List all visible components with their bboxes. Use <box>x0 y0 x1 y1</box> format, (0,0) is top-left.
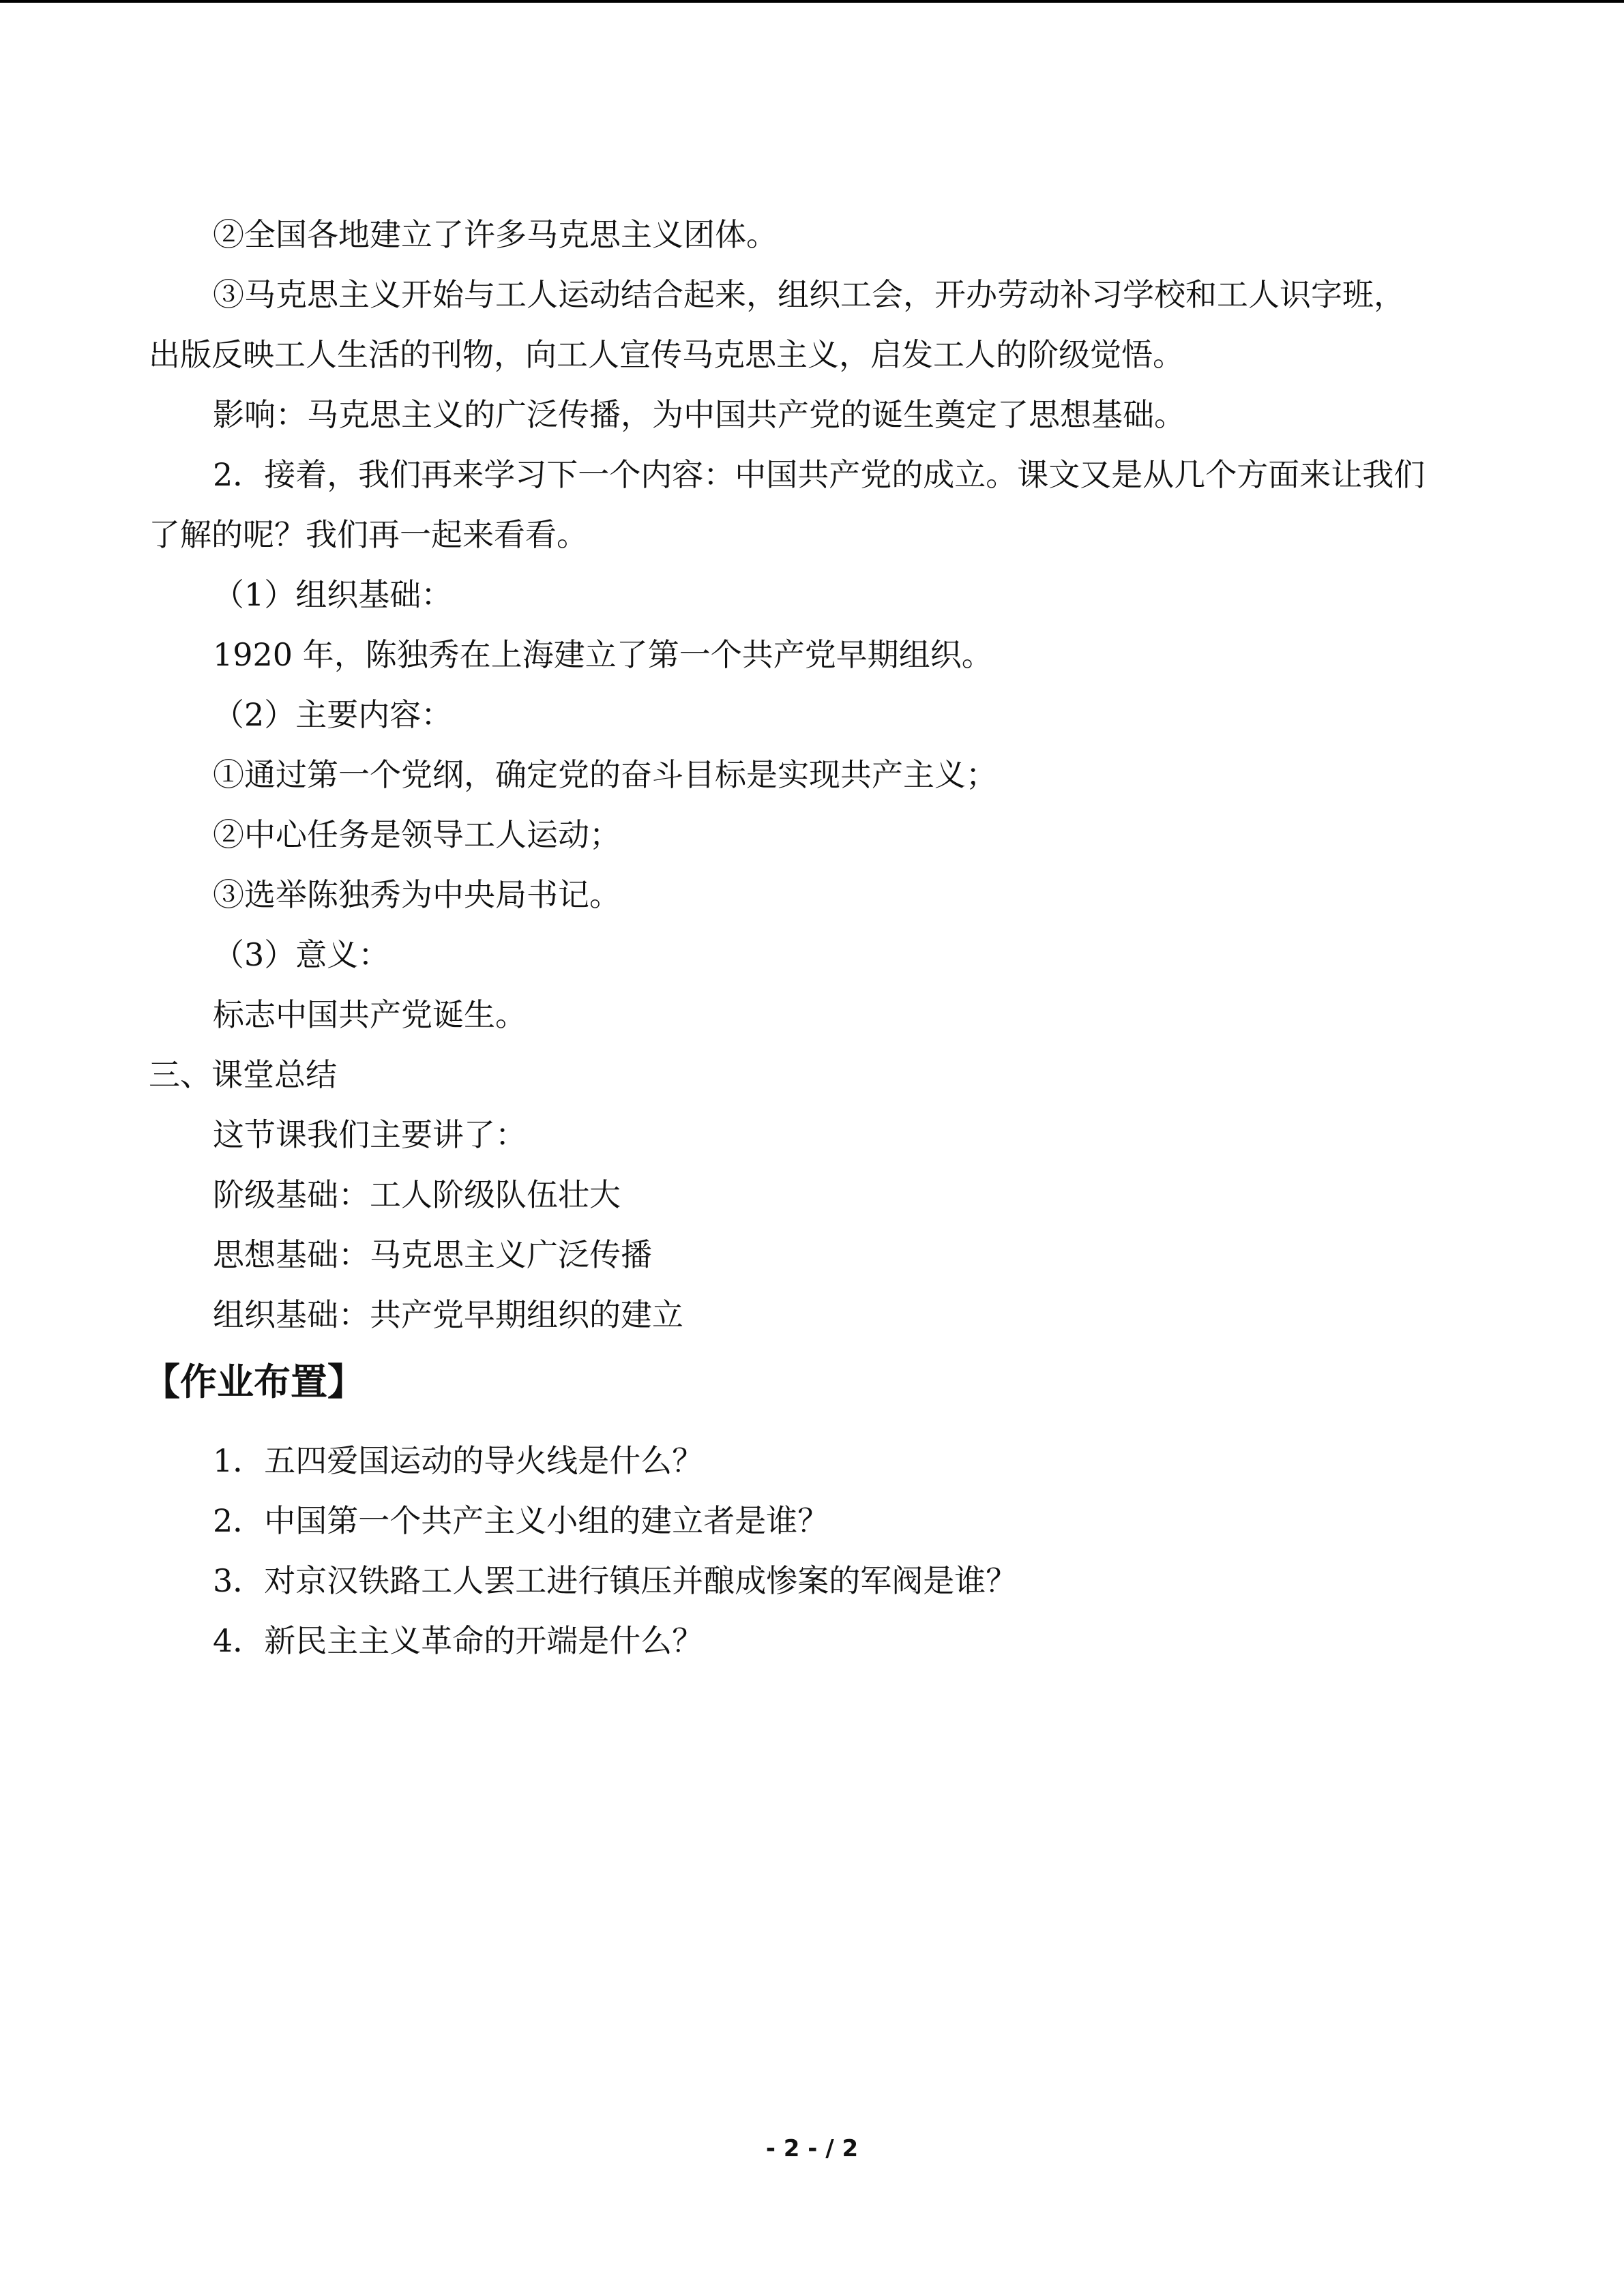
paragraph-party-founding-line2: 了解的呢？我们再一起来看看。 <box>149 516 588 553</box>
homework-question-2: 2．中国第一个共产主义小组的建立者是谁？ <box>213 1502 829 1539</box>
list-item-party-program: ①通过第一个党纲，确定党的奋斗目标是实现共产主义； <box>213 756 997 793</box>
paragraph-marxism-workers-line2: 出版反映工人生活的刊物，向工人宣传马克思主义，启发工人的阶级觉悟。 <box>149 336 1184 373</box>
section-heading-homework: 【作业布置】 <box>143 1360 364 1403</box>
paragraph-1920-shanghai: 1920 年，陈独秀在上海建立了第一个共产党早期组织。 <box>213 636 993 673</box>
paragraph-party-birth: 标志中国共产党诞生。 <box>213 996 527 1033</box>
paragraph-party-founding-line1: 2．接着，我们再来学习下一个内容：中国共产党的成立。课文又是从几个方面来让我们 <box>213 456 1426 493</box>
paragraph-influence: 影响：马克思主义的广泛传播，为中国共产党的诞生奠定了思想基础。 <box>213 396 1185 433</box>
list-item-election: ③选举陈独秀为中央局书记。 <box>213 876 621 913</box>
list-item-central-task: ②中心任务是领导工人运动； <box>213 816 621 853</box>
section-heading-summary: 三、课堂总结 <box>149 1056 337 1093</box>
paragraph-marxist-groups: ②全国各地建立了许多马克思主义团体。 <box>213 216 778 253</box>
homework-question-1: 1．五四爱国运动的导火线是什么？ <box>213 1442 704 1479</box>
homework-question-3: 3．对京汉铁路工人罢工进行镇压并酿成惨案的军阀是谁？ <box>213 1562 1018 1599</box>
homework-question-4: 4．新民主主义革命的开端是什么？ <box>213 1622 704 1659</box>
summary-item-organizational-basis: 组织基础：共产党早期组织的建立 <box>213 1296 683 1333</box>
summary-item-ideological-basis: 思想基础：马克思主义广泛传播 <box>213 1236 652 1273</box>
top-border-line <box>0 0 1624 3</box>
subheading-significance: （3）意义： <box>213 936 390 973</box>
summary-item-class-basis: 阶级基础：工人阶级队伍壮大 <box>213 1176 621 1213</box>
page-number: - 2 - / 2 <box>765 2135 859 2162</box>
subheading-organizational-basis: （1）组织基础： <box>213 576 453 613</box>
subheading-main-content: （2）主要内容： <box>213 696 453 733</box>
paragraph-marxism-workers-line1: ③马克思主义开始与工人运动结合起来，组织工会，开办劳动补习学校和工人识字班， <box>213 276 1405 313</box>
summary-intro: 这节课我们主要讲了： <box>213 1116 527 1153</box>
